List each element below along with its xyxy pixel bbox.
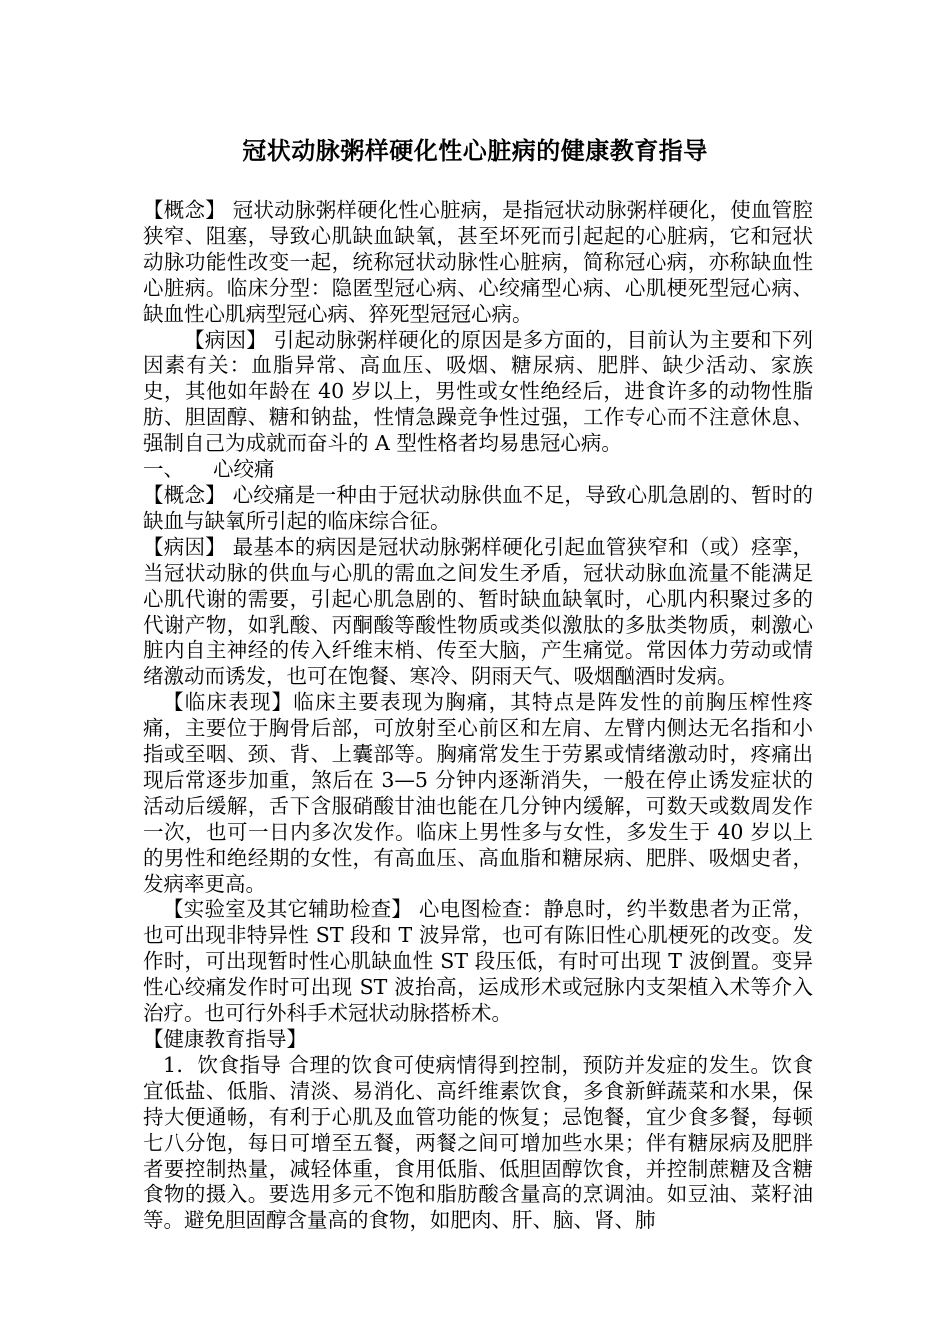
section-heading-text: 心绞痛 [213, 457, 275, 482]
paragraph-concept-chd: 【概念】 冠状动脉粥样硬化性心脏病，是指冠状动脉粥样硬化，使血管腔狭窄、阻塞，导致心肌缺血缺氧，甚至坏死而引起起的心脏病，它和冠状动脉功能性改变一起，统称冠状动脉性心脏病，简称冠心病，亦称缺血性心脏病。临床分型：隐匿型冠心病、心绞痛型心病、心肌梗死型冠心病、缺血性心肌病型冠心病、猝死型冠冠心病。 [143, 198, 813, 326]
paragraph-clinical: 【临床表现】临床主要表现为胸痛，其特点是阵发性的前胸压榨性疼痛，主要位于胸骨后部，可放射至心前区和左肩、左臂内侧达无名指和小指或至咽、颈、背、上囊部等。胸痛常发生于劳累或情绪激动时，疼痛出现后常逐步加重，煞后在 3—5 分钟内逐渐消失，一般在停止诱发症状的活动后缓解，舌下含服硝酸甘油也能在几分钟内缓解，可数天或数周发作一次，也可一日内多次发作。临床上男性多与女性，多发生于 40 岁以上的男性和绝经期的女性，有高血压、高血脂和糖尿病、肥胖、吸烟史者，发病率更高。 [143, 690, 813, 896]
paragraph-cause-chd: 【病因】 引起动脉粥样硬化的原因是多方面的，目前认为主要和下列因素有关：血脂异常、高血压、吸烟、糖尿病、肥胖、缺少活动、家族史，其他如年龄在 40 岁以上，男性或女性绝经后，进食许多的动物性脂肪、胆固醇、糖和钠盐，性情急躁竞争性过强，工作专心而不注意休息、强制自己为成就而奋斗的 A 型性格者均易患冠心病。 [143, 327, 813, 456]
paragraph-concept-angina: 【概念】 心绞痛是一种由于冠状动脉供血不足，导致心肌急剧的、暂时的缺血与缺氧所引起的临床综合征。 [143, 482, 813, 533]
document-body [143, 198, 813, 1234]
section-number: 一、 [143, 457, 184, 482]
section-heading-angina [143, 457, 813, 483]
heading-health-education: 【健康教育指导】 [143, 1027, 307, 1051]
document-title: 冠状动脉粥样硬化性心脏病的健康教育指导 [242, 137, 708, 165]
paragraph-cause-angina: 【病因】 最基本的病因是冠状动脉粥样硬化引起血管狭窄和（或）痉挛，当冠状动脉的供血与心肌的需血之间发生矛盾，冠状动脉血流量不能满足心肌代谢的需要，引起心肌急剧的、暂时缺血缺氧时，心肌内积聚过多的代谢产物，如乳酸、丙酮酸等酸性物质或类似激肽的多肽类物质，刺激心脏内自主神经的传入纤维末梢、传至大脑，产生痛觉。常因体力劳动或情绪激动而诱发，也可在饱餐、寒冷、阴雨天气、吸烟酗酒时发病。 [143, 534, 813, 689]
paragraph-diet-guidance: 1．饮食指导 合理的饮食可使病情得到控制，预防并发症的发生。饮食宜低盐、低脂、清淡、易消化、高纤维素饮食，多食新鲜蔬菜和水果，保持大便通畅，有利于心肌及血管功能的恢复；忌饱餐，宜少食多餐，每顿七八分饱，每日可增至五餐，两餐之间可增加些水果；伴有糖尿病及肥胖者要控制热量，减轻体重，食用低脂、低胆固醇饮食，并控制蔗糖及含糖食物的摄入。要选用多元不饱和脂肪酸含量高的烹调油。如豆油、菜籽油等。避免胆固醇含量高的食物，如肥肉、肝、脑、肾、肺 [143, 1052, 813, 1233]
paragraph-lab-tests: 【实验室及其它辅助检查】 心电图检查：静息时，约半数患者为正常，也可出现非特异性 ST 段和 T 波异常，也可有陈旧性心肌梗死的改变。发作时，可出现暂时性心肌缺血性 ST 段压低，有时可出现 T 波倒置。变异性心绞痛发作时可出现 ST 波抬高，运成形术或冠脉内支架植入术等介入治疗。也可行外科手术冠状动脉搭桥术。 [143, 897, 813, 1026]
